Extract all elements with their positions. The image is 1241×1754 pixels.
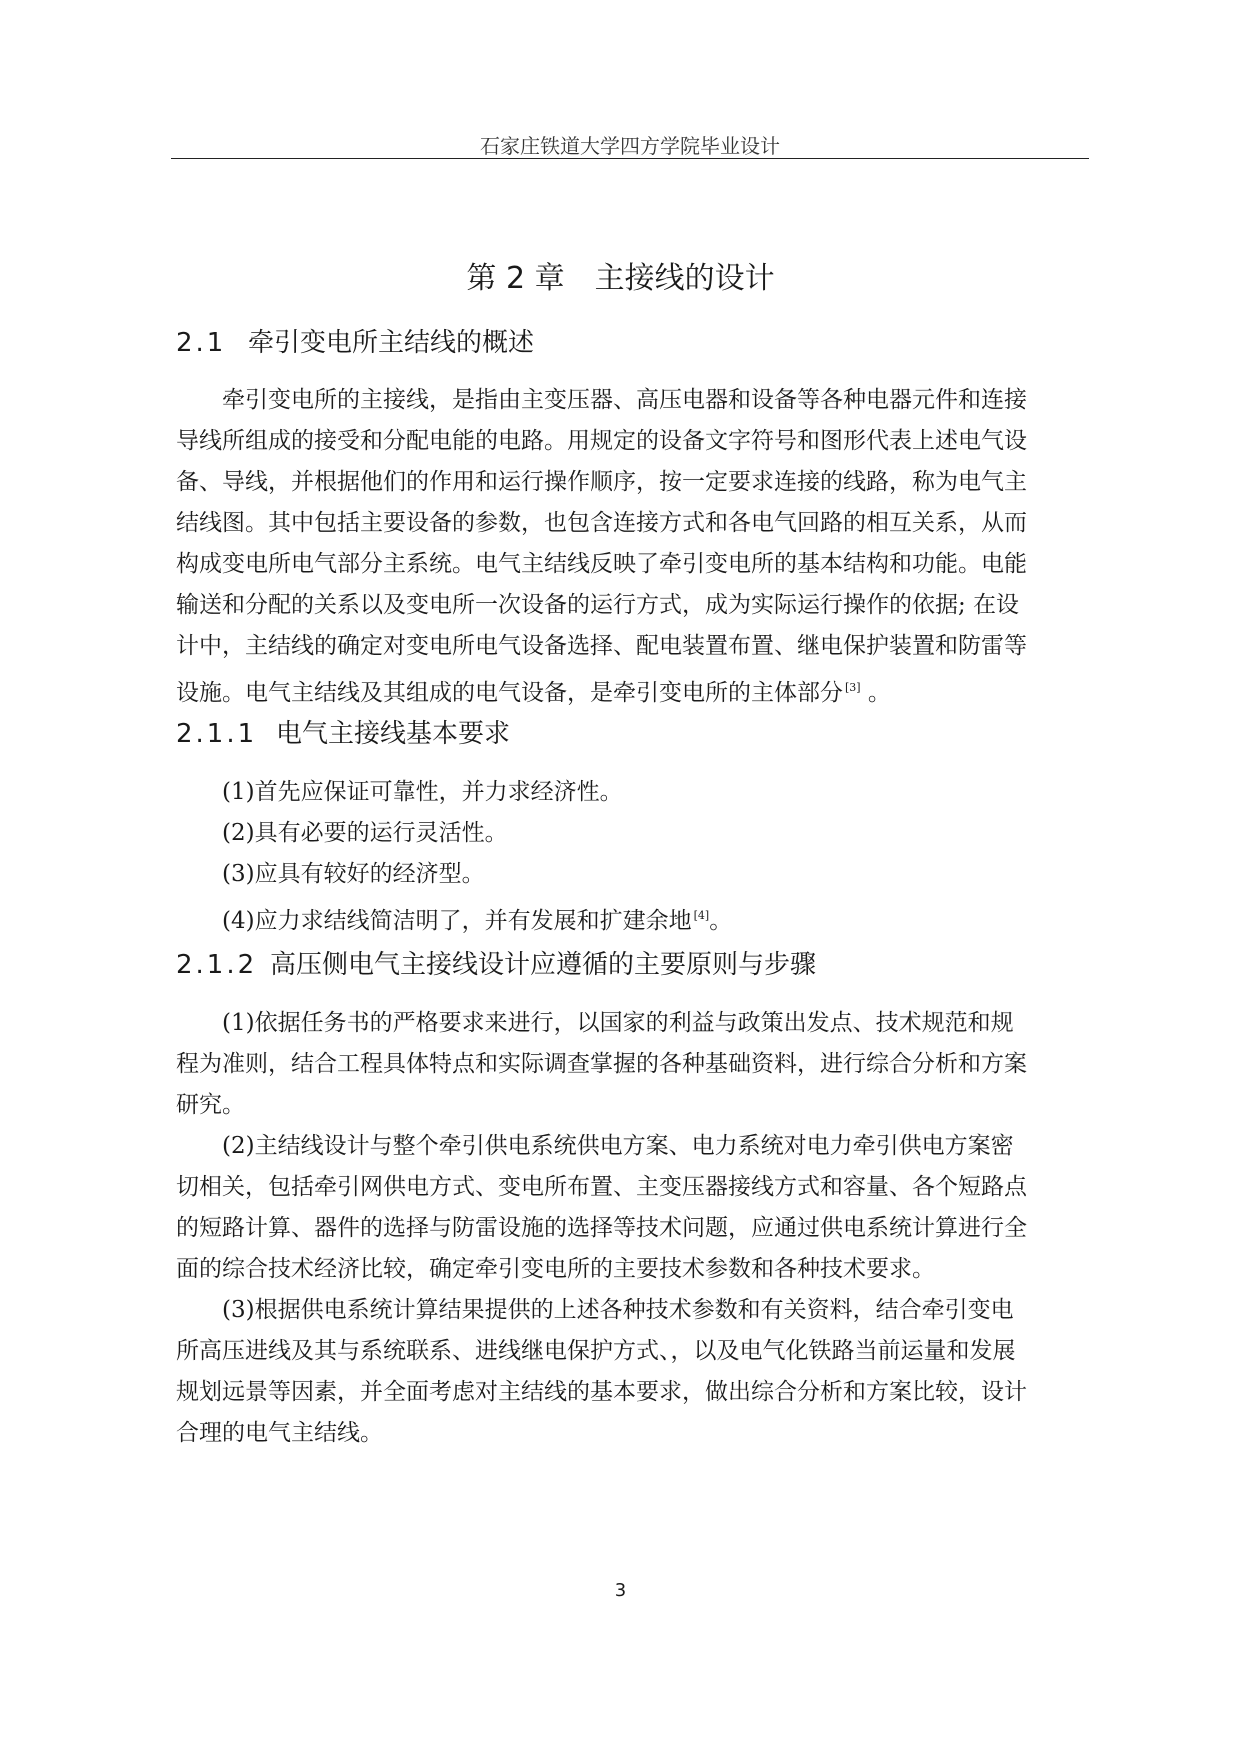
section-2-1-1-heading (176, 713, 510, 750)
paragraph-end: 。 (860, 680, 891, 706)
chapter-number: 第 2 章 (466, 261, 565, 296)
page-number: 3 (614, 1580, 627, 1601)
paragraph-line: 所高压进线及其与系统联系、进线继电保护方式、，以及电气化铁路当前运量和发展 (176, 1338, 1016, 1364)
paragraph-line: (2)主结线设计与整个牵引供电系统供电方案、电力系统对电力牵引供电方案密 (222, 1133, 1014, 1159)
principle-paragraph-2 (176, 1126, 1084, 1290)
list-item-end: 。 (709, 908, 733, 934)
paragraph-line: 结线图。其中包括主要设备的参数，也包含连接方式和各电气回路的相互关系，从而 (176, 510, 1027, 536)
requirements-list (222, 772, 732, 936)
paragraph-line: 牵引变电所的主接线，是指由主变压器、高压电器和设备等各种电器元件和连接 (222, 387, 1027, 413)
paragraph-line: 导线所组成的接受和分配电能的电路。用规定的设备文字符号和图形代表上述电气设 (176, 428, 1027, 454)
list-item (222, 895, 732, 936)
section-2-1-heading (176, 322, 534, 359)
section-2-1-paragraph (176, 380, 1084, 708)
chapter-title: 主接线的设计 (594, 261, 775, 296)
header-rule (171, 158, 1089, 159)
citation-ref: [3] (845, 681, 861, 694)
paragraph-line: (1)依据任务书的严格要求来进行，以国家的利益与政策出发点、技术规范和规 (222, 1010, 1014, 1036)
section-number: 2.1 (176, 328, 227, 358)
running-header: 石家庄铁道大学四方学院毕业设计 (480, 134, 780, 158)
paragraph-last-line (176, 667, 1084, 708)
principle-paragraph-3 (176, 1290, 1084, 1454)
principle-paragraph-1 (176, 1003, 1084, 1126)
chapter-heading (0, 253, 1241, 297)
paragraph-line: 研究。 (176, 1092, 245, 1118)
paragraph-line: (3)根据供电系统计算结果提供的上述各种技术参数和有关资料，结合牵引变电 (222, 1297, 1014, 1323)
paragraph-line: 切相关，包括牵引网供电方式、变电所布置、主变压器接线方式和容量、各个短路点 (176, 1174, 1027, 1200)
list-item: (3)应具有较好的经济型。 (222, 861, 485, 887)
paragraph-line: 计中，主结线的确定对变电所电气设备选择、配电装置布置、继电保护装置和防雷等 (176, 633, 1027, 659)
paragraph-line: 规划远景等因素，并全面考虑对主结线的基本要求，做出综合分析和方案比较，设计 (176, 1379, 1027, 1405)
paragraph-line: 面的综合技术经济比较，确定牵引变电所的主要技术参数和各种技术要求。 (176, 1256, 935, 1282)
paragraph-line: 程为准则，结合工程具体特点和实际调查掌握的各种基础资料，进行综合分析和方案 (176, 1051, 1027, 1077)
section-title: 高压侧电气主接线设计应遵循的主要原则与步骤 (270, 950, 817, 980)
paragraph-line: 构成变电所电气部分主系统。电气主结线反映了牵引变电所的基本结构和功能。电能 (176, 551, 1027, 577)
paragraph-line: 合理的电气主结线。 (176, 1420, 383, 1446)
paragraph-line: 备、导线，并根据他们的作用和运行操作顺序，按一定要求连接的线路，称为电气主 (176, 469, 1027, 495)
list-item-text: (4)应力求结线简洁明了，并有发展和扩建余地 (222, 908, 692, 934)
list-item: (2)具有必要的运行灵活性。 (222, 820, 508, 846)
section-title: 电气主接线基本要求 (276, 719, 511, 749)
paragraph-line: 输送和分配的关系以及变电所一次设备的运行方式，成为实际运行操作的依据; 在设 (176, 592, 1020, 618)
section-2-1-2-heading (176, 944, 816, 981)
list-item: (1)首先应保证可靠性，并力求经济性。 (222, 779, 623, 805)
section-title: 牵引变电所主结线的概述 (248, 328, 535, 358)
section-number: 2.1.1 (176, 719, 258, 749)
paragraph-text: 设施。电气主结线及其组成的电气设备，是牵引变电所的主体部分 (176, 680, 843, 706)
section-number: 2.1.2 (176, 950, 258, 980)
citation-ref: [4] (693, 909, 710, 922)
paragraph-line: 的短路计算、器件的选择与防雷设施的选择等技术问题，应通过供电系统计算进行全 (176, 1215, 1027, 1241)
